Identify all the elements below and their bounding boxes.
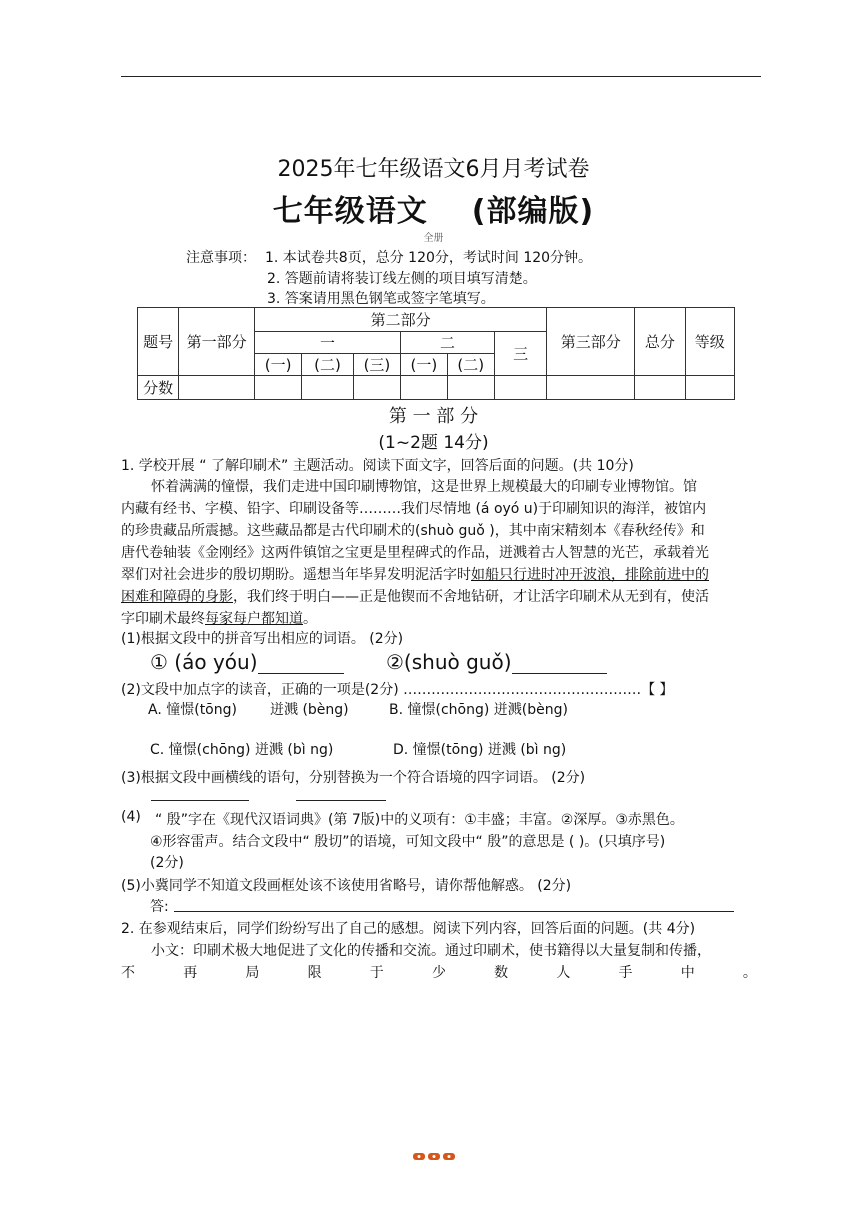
table-header-part1: 第一部分 [179,308,255,376]
q1-para-line: 字印刷术最终每家每户都知道。 [121,611,317,627]
answer-blank-3b[interactable] [296,786,386,801]
table-header-san: 三 [494,332,547,376]
q1-sub5: (5)小冀同学不知道文段画框处该不该使用省略号，请你帮他解惑。 (2分) [121,878,572,894]
option-c: C. 憧憬(chōng) 迸溅 (bì ng) [150,742,334,758]
table-header-part3: 第三部分 [547,308,635,376]
section-range: (1~2题 14分) [378,433,489,453]
score-cell[interactable] [635,376,685,400]
note-item: 3. 答案请用黑色钢笔或签字笔填写。 [267,291,495,307]
q1-para-line: 怀着满满的憧憬，我们走进中国印刷博物馆，这是世界上规模最大的印刷专业博物馆。馆 [151,479,697,495]
q1-para-line: 唐代卷轴装《金刚经》这两件镇馆之宝更是里程碑式的作品，迸溅着古人智慧的光芒，承载着光 [121,545,709,561]
q1-stem: 1. 学校开展 “ 了解印刷术” 主题活动。阅读下面文字，回答后面的问题。(共 10分) [121,458,634,474]
table-header-tihao: 题号 [138,308,179,376]
q1-sub4-line: ④形容雷声。结合文段中“ 殷切”的语境，可知文段中“ 殷”的意思是 ( )。(只填序号) [150,834,666,850]
q2-stem: 2. 在参观结束后，同学们纷纷写出了自己的感想。阅读下列内容，回答后面的问题。(共 4分) [121,921,696,937]
q2-line-spread: 不 再 局 限 于 少 数 人 手 中 。 [121,965,757,981]
score-table [137,307,735,400]
table-sub-2: (二) [302,354,353,376]
score-cell[interactable] [401,376,447,400]
underlined-phrase-2: 每家每户都知道 [205,611,303,627]
scope-label: 全册 [423,233,444,244]
score-cell[interactable] [447,376,494,400]
option-a: A. 憧憬(tōng) [148,702,237,718]
underlined-phrase-1-cont: 困难和障碍的身影 [121,589,233,605]
underlined-phrase-1: 如船只行进时冲开波浪，排除前进中的 [471,567,709,583]
table-header-part2: 第二部分 [254,308,546,332]
q1-sub3: (3)根据文段中画横线的语句，分别替换为一个符合语境的四字词语。 (2分) [121,770,586,786]
answer-blank-3a[interactable] [151,786,249,801]
table-row-label-score: 分数 [138,376,179,400]
q1-sub1: (1)根据文段中的拼音写出相应的词语。 (2分) [121,631,404,647]
option-d: D. 憧憬(tōng) 迸溅 (bì ng) [393,742,567,758]
exam-title: 2025年七年级语文6月月考试卷 [277,157,590,182]
table-header-er: 二 [401,332,495,354]
q1-sub4-num: (4) [121,809,141,825]
q1-para-line: 的珍贵藏品所震撼。这些藏品都是古代印刷术的(shuò guǒ )，其中南宋精刻本《春秋经传》和 [121,523,705,539]
table-header-grade: 等级 [685,308,734,376]
subtitle-edition: (部编版) [471,194,595,229]
score-cell[interactable] [494,376,547,400]
pinyin-item-1: ① (áo yóu) [150,650,344,674]
section-heading: 第 一 部 分 [388,406,479,427]
q1-sub4-line: “ 殷”字在《现代汉语词典》(第 7版)中的义项有：①丰盛；丰富。②深厚。③赤黑色。 [155,812,684,828]
score-cell[interactable] [353,376,400,400]
q1-para-line: 困难和障碍的身影，我们终于明白——正是他锲而不舍地钻研，才让活字印刷术从无到有，使活 [121,589,709,605]
table-sub-4: (一) [401,354,447,376]
exam-subtitle [0,186,867,230]
answer-blank-2[interactable] [512,653,607,674]
q1-para-line: 翠们对社会进步的殷切期盼。遥想当年毕昇发明泥活字时如船只行进时冲开波浪，排除前进中的 [121,567,709,583]
table-header-yi: 一 [254,332,400,354]
q1-sub2: (2)文段中加点字的读音，正确的一项是(2分) ……………………………………………【 】 [121,682,674,698]
table-sub-5: (二) [447,354,494,376]
option-b: B. 憧憬(chōng) 迸溅(bèng) [389,702,568,718]
score-cell[interactable] [179,376,255,400]
table-header-total: 总分 [635,308,685,376]
score-cell[interactable] [685,376,734,400]
pinyin-item-2: ②(shuò guǒ) [386,650,607,674]
subtitle-main: 七年级语文 [272,194,428,229]
option-a-part2: 迸溅 (bèng) [270,702,349,718]
table-sub-3: (三) [353,354,400,376]
answer-line-5[interactable] [174,896,734,912]
q1-sub4-line: (2分) [150,855,184,871]
score-cell[interactable] [302,376,353,400]
q2-line: 小文：印刷术极大地促进了文化的传播和交流。通过印刷术，使书籍得以大量复制和传播， [151,943,711,959]
answer-label: 答: [150,899,169,915]
score-cell[interactable] [254,376,301,400]
q1-para-line: 内藏有经书、字模、铅字、印刷设备等………我们尽情地 (á oyó u)于印刷知识的海洋，被馆内 [121,501,707,517]
note-item: 2. 答题前请将装订线左侧的项目填写清楚。 [267,271,537,287]
top-rule [121,76,761,77]
notes-label: 注意事项： [186,250,256,266]
note-item: 1. 本试卷共8页，总分 120分，考试时间 120分钟。 [265,250,593,266]
answer-blank-1[interactable] [258,653,344,674]
footer-logo-icon [413,1152,455,1161]
score-cell[interactable] [547,376,635,400]
table-sub-1: (一) [254,354,301,376]
